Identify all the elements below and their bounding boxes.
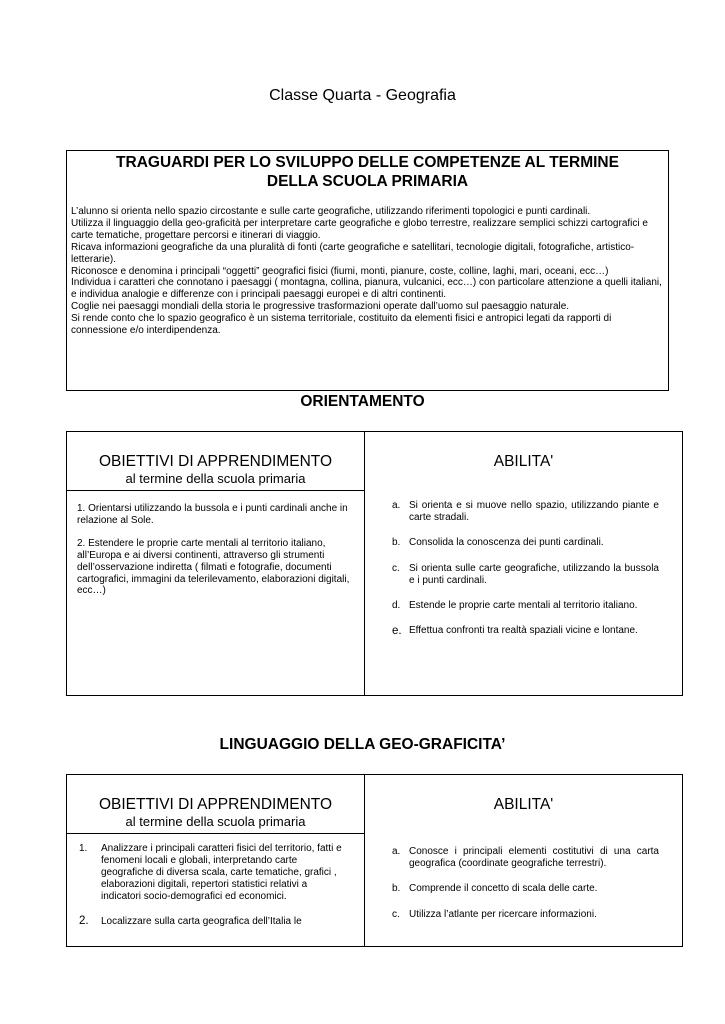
ability-item <box>389 500 659 524</box>
objective-number: 1. <box>79 843 88 854</box>
ability-letter: c. <box>392 908 400 920</box>
ability-text: Estende le proprie carte mentali al territorio italiano. <box>409 600 638 612</box>
ability-letter: c. <box>392 562 400 574</box>
objectives-header-title: OBIETTIVI DI APPRENDIMENTO <box>98 796 333 813</box>
ability-item <box>389 563 659 587</box>
traguardi-paragraph: Riconosce e denomina i principali “oggetti” geografici fisici (fiumi, monti, pianure, coste, colline, laghi, mari, oceani, ecc…) <box>71 265 609 277</box>
ability-text: Consolida la conoscenza dei punti cardinali. <box>409 537 604 549</box>
objective-number: 2. <box>79 914 89 927</box>
header-rule <box>67 490 364 491</box>
ability-item <box>389 537 659 549</box>
traguardi-paragraph: Ricava informazioni geografiche da una pluralità di fonti (carte geografiche e satellitari, tecnologie digitali, fotografiche, artistico-letterarie). <box>71 241 635 265</box>
traguardi-title-line-2: DELLA SCUOLA PRIMARIA <box>266 173 469 190</box>
traguardi-paragraph: Si rende conto che lo spazio geografico è un sistema territoriale, costituito da elementi fisici e antropici legati da rapporti di connessione e/o interdipendenza. <box>71 313 612 337</box>
orientamento-table <box>66 431 683 696</box>
objectives-header-title: OBIETTIVI DI APPRENDIMENTO <box>98 453 333 470</box>
abilities-list <box>389 846 659 934</box>
ability-text: Si orienta sulle carte geografiche, utilizzando la bussola e i punti cardinali. <box>409 562 659 586</box>
ability-text: Effettua confronti tra realtà spaziali vicine e lontane. <box>409 625 638 637</box>
ability-text: Conosce i principali elementi costitutivi di una carta geografica (coordinate geografiche terrestri). <box>409 846 659 870</box>
objectives-header <box>67 796 364 829</box>
ability-item <box>389 883 659 895</box>
linguaggio-heading: LINGUAGGIO DELLA GEO-GRAFICITA’ <box>219 736 506 753</box>
traguardi-paragraph: L’alunno si orienta nello spazio circostante e sulle carte geografiche, utilizzando riferimenti topologici e punti cardinali. <box>71 206 591 217</box>
objectives-header-subtitle: al termine della scuola primaria <box>125 471 306 486</box>
traguardi-title <box>71 153 664 191</box>
ability-text: Comprende il concetto di scala delle carte. <box>409 883 598 895</box>
objective-item <box>79 843 349 903</box>
ability-letter: d. <box>392 600 401 612</box>
page-title: Classe Quarta - Geografia <box>269 87 456 104</box>
objectives-header <box>67 453 364 486</box>
abilities-header: ABILITA' <box>493 453 554 470</box>
traguardi-box <box>66 150 669 391</box>
objectives-list <box>79 843 349 940</box>
traguardi-title-line-1: TRAGUARDI PER LO SVILUPPO DELLE COMPETENZE AL TERMINE <box>116 154 619 171</box>
ability-letter: a. <box>392 500 401 511</box>
ability-item <box>389 846 659 870</box>
ability-letter: a. <box>392 846 401 857</box>
objectives-list <box>77 503 352 608</box>
objective-item: 1. Orientarsi utilizzando la bussola e i punti cardinali anche in relazione al Sole. <box>77 503 348 526</box>
traguardi-paragraph: Utilizza il linguaggio della geo-graficità per interpretare carte geografiche e globo terrestre, realizzare semplici schizzi cartografici e carte tematiche, progettare percorsi e itinerari di viaggio. <box>71 217 648 241</box>
ability-item <box>389 909 659 921</box>
ability-letter: b. <box>392 537 401 549</box>
ability-text: Si orienta e si muove nello spazio, utilizzando piante e carte stradali. <box>409 500 659 524</box>
objective-text: Analizzare i principali caratteri fisici del territorio, fatti e fenomeni locali e globali, interpretando carte geografiche di diversa scala, carte tematiche, grafici , elaborazioni digitali, repertori statistici relativi a indicatori socio-demografici ed economici. <box>101 843 342 902</box>
traguardi-paragraph: Coglie nei paesaggi mondiali della storia le progressive trasformazioni operate dall’uomo sul paesaggio naturale. <box>71 301 570 313</box>
ability-text: Utilizza l’atlante per ricercare informazioni. <box>409 908 597 920</box>
header-rule <box>67 833 364 834</box>
ability-item <box>389 600 659 612</box>
traguardi-body <box>71 206 664 337</box>
ability-letter: e. <box>392 625 402 638</box>
linguaggio-table <box>66 774 683 947</box>
traguardi-paragraph: Individua i caratteri che connotano i paesaggi ( montagna, collina, pianura, vulcanici, ecc…) con particolare attenzione a quelli italiani, e individua analogie e differenze con i principali paesaggi europei e di altri continenti. <box>71 277 662 301</box>
objective-text: Localizzare sulla carta geografica dell’Italia le <box>101 915 302 927</box>
orientamento-heading: ORIENTAMENTO <box>300 393 425 410</box>
objective-item: 2. Estendere le proprie carte mentali al territorio italiano, all’Europa e ai diversi continenti, attraverso gli strumenti dell’osservazione indiretta ( filmati e fotografie, documenti cartografici, immagini da telerilevamento, elaborazioni digitali, ecc…) <box>77 537 350 597</box>
ability-letter: b. <box>392 883 401 895</box>
abilities-header: ABILITA' <box>493 796 554 813</box>
column-divider <box>364 432 365 695</box>
objective-item <box>79 916 349 928</box>
objectives-header-subtitle: al termine della scuola primaria <box>125 814 306 829</box>
ability-item <box>389 625 659 637</box>
abilities-list <box>389 500 659 650</box>
